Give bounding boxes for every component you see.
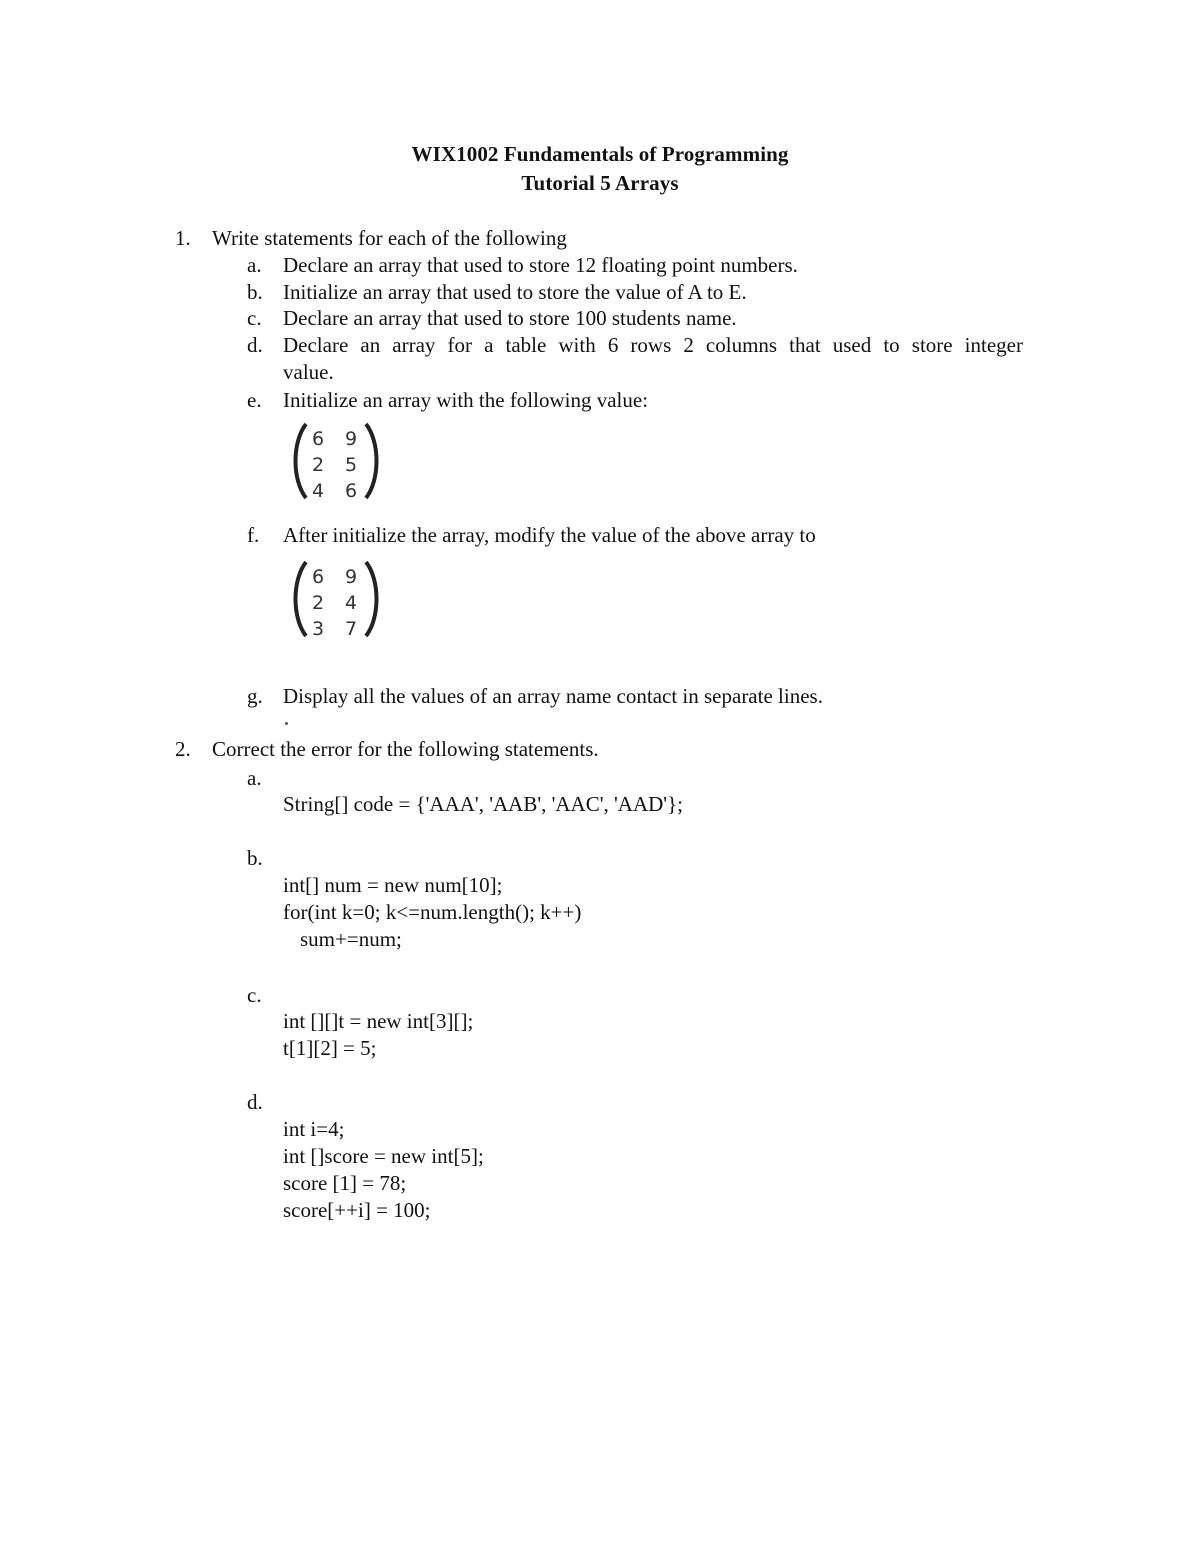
code-line: int i=4;	[283, 1117, 345, 1141]
matrix-e-cell: 5	[344, 454, 358, 476]
code-line: for(int k=0; k<=num.length(); k++)	[283, 900, 582, 924]
matrix-f-cell: 7	[344, 618, 358, 640]
q1-item-g-text: Display all the values of an array name contact in separate lines.	[283, 684, 823, 708]
q2-part-a-label: a.	[247, 766, 262, 790]
matrix-f-cell: 2	[311, 592, 325, 614]
q2-part-d-label: d.	[247, 1090, 263, 1114]
matrix-f-brackets	[290, 558, 390, 640]
q2-part-c-label: c.	[247, 983, 262, 1007]
code-line: String[] code = {'AAA', 'AAB', 'AAC', 'AAD'};	[283, 792, 683, 816]
matrix-e-cell: 6	[344, 480, 358, 502]
code-line: int[] num = new num[10];	[283, 873, 503, 897]
matrix-f-cell: 3	[311, 618, 325, 640]
q2-part-b-label: b.	[247, 846, 263, 870]
code-line: score [1] = 78;	[283, 1171, 407, 1195]
matrix-e-cell: 9	[344, 428, 358, 450]
code-line: score[++i] = 100;	[283, 1198, 431, 1222]
q1-item-d-text: Declare an array for a table with 6 rows 2 columns that used to store integer	[283, 333, 1023, 357]
q1-item-b-text: Initialize an array that used to store the value of A to E.	[283, 280, 747, 304]
matrix-f-cell: 9	[344, 566, 358, 588]
q1-item-f-label: f.	[247, 523, 260, 547]
matrix-e-cell: 4	[311, 480, 325, 502]
code-line: int [][]t = new int[3][];	[283, 1009, 474, 1033]
q1-item-c-label: c.	[247, 306, 262, 330]
matrix-f-cell: 4	[344, 592, 358, 614]
q1-item-e-text: Initialize an array with the following value:	[283, 388, 649, 412]
q1-item-a-text: Declare an array that used to store 12 floating point numbers.	[283, 253, 798, 277]
matrix-f	[290, 558, 390, 640]
q1-number: 1.	[175, 226, 191, 250]
document-subtitle: Tutorial 5 Arrays	[521, 171, 679, 195]
q1-item-e-label: e.	[247, 388, 262, 412]
q1-item-b-label: b.	[247, 280, 263, 304]
stray-mark	[285, 722, 288, 725]
document-title: WIX1002 Fundamentals of Programming	[411, 142, 789, 166]
code-line: sum+=num;	[300, 927, 402, 951]
code-line: int []score = new int[5];	[283, 1144, 484, 1168]
matrix-f-cell: 6	[311, 566, 325, 588]
matrix-e	[290, 420, 390, 502]
matrix-e-cell: 6	[311, 428, 325, 450]
q1-item-d-label: d.	[247, 333, 263, 357]
q1-item-f-text: After initialize the array, modify the value of the above array to	[283, 523, 816, 547]
q2-number: 2.	[175, 737, 191, 761]
q2-text: Correct the error for the following statements.	[212, 737, 599, 761]
q1-item-a-label: a.	[247, 253, 262, 277]
matrix-e-brackets	[290, 420, 390, 502]
q1-item-d-text-continued: value.	[283, 360, 334, 384]
q1-item-c-text: Declare an array that used to store 100 students name.	[283, 306, 737, 330]
q1-text: Write statements for each of the following	[212, 226, 567, 250]
q1-item-g-label: g.	[247, 684, 263, 708]
matrix-e-cell: 2	[311, 454, 325, 476]
code-line: t[1][2] = 5;	[283, 1036, 377, 1060]
